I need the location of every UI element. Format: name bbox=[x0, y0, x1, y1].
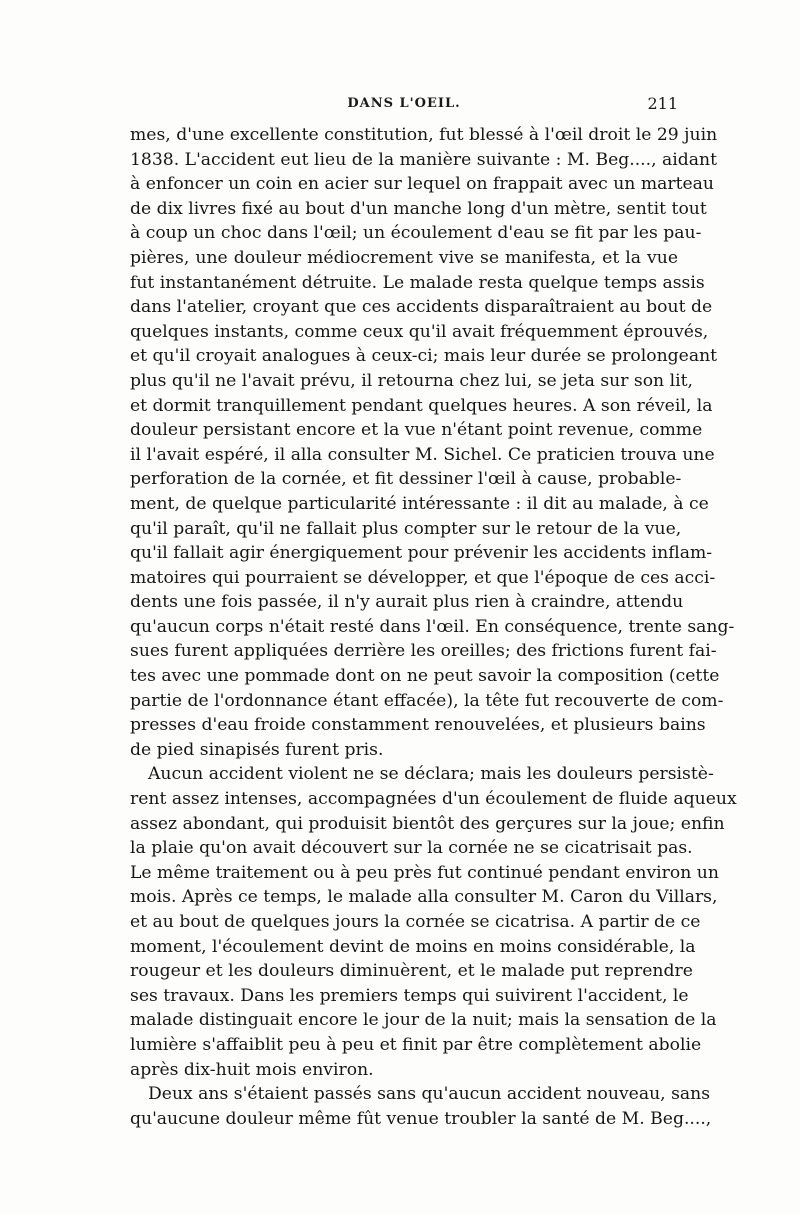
text-line: assez abondant, qui produisit bientôt des gerçures sur la joue; enfin bbox=[130, 813, 725, 834]
text-line: dents une fois passée, il n'y aurait plus rien à craindre, attendu bbox=[130, 592, 684, 613]
text-line: de pied sinapisés furent pris. bbox=[130, 739, 384, 760]
text-line: mes, d'une excellente constitution, fut blessé à l'œil droit le 29 juin bbox=[130, 125, 718, 145]
text-line: fut instantanément détruite. Le malade resta quelque temps assis bbox=[130, 272, 705, 293]
text-line: Le même traitement ou à peu près fut continué pendant environ un bbox=[130, 862, 719, 883]
text-line: qu'aucun corps n'était resté dans l'œil. En conséquence, trente sang- bbox=[130, 616, 735, 637]
text-line: presses d'eau froide constamment renouvelées, et plusieurs bains bbox=[130, 715, 706, 736]
text-line: ses travaux. Dans les premiers temps qui suivirent l'accident, le bbox=[130, 985, 689, 1006]
text-line: la plaie qu'on avait découvert sur la cornée ne se cicatrisait pas. bbox=[130, 838, 693, 859]
text-line: et dormit tranquillement pendant quelques heures. A son réveil, la bbox=[130, 395, 713, 416]
text-line: douleur persistant encore et la vue n'étant point revenue, comme bbox=[130, 420, 703, 441]
text-line: qu'il fallait agir énergiquement pour prévenir les accidents inflam- bbox=[130, 543, 713, 564]
text-line: il l'avait espéré, il alla consulter M. Sichel. Ce praticien trouva une bbox=[130, 444, 715, 465]
text-line: partie de l'ordonnance étant effacée), la tête fut recouverte de com- bbox=[130, 690, 724, 711]
text-line: dans l'atelier, croyant que ces accidents disparaîtraient au bout de bbox=[130, 297, 713, 318]
page-header bbox=[130, 96, 678, 120]
text-line: mois. Après ce temps, le malade alla consulter M. Caron du Villars, bbox=[130, 887, 718, 908]
running-title: DANS L'OEIL. bbox=[347, 96, 461, 111]
text-line: rent assez intenses, accompagnées d'un écoulement de fluide aqueux bbox=[130, 789, 737, 810]
text-line: pières, une douleur médiocrement vive se manifesta, et la vue bbox=[130, 247, 678, 268]
text-line: et au bout de quelques jours la cornée se cicatrisa. A partir de ce bbox=[130, 912, 701, 932]
text-line: et qu'il croyait analogues à ceux-ci; mais leur durée se prolongeant bbox=[130, 346, 718, 367]
text-line: lumière s'affaiblit peu à peu et finit par être complètement abolie bbox=[130, 1034, 702, 1055]
page-number: 211 bbox=[647, 94, 678, 113]
text-line: à enfoncer un coin en acier sur lequel on frappait avec un marteau bbox=[130, 174, 714, 195]
text-line: tes avec une pommade dont on ne peut savoir la composition (cette bbox=[130, 666, 720, 687]
text-line: qu'il paraît, qu'il ne fallait plus compter sur le retour de la vue, bbox=[130, 518, 682, 539]
text-line: ment, de quelque particularité intéressante : il dit au malade, à ce bbox=[130, 493, 709, 514]
text-line: après dix-huit mois environ. bbox=[130, 1059, 374, 1080]
text-line: malade distinguait encore le jour de la nuit; mais la sensation de la bbox=[130, 1010, 717, 1031]
text-line: plus qu'il ne l'avait prévu, il retourna chez lui, se jeta sur son lit, bbox=[130, 370, 693, 391]
text-line: Aucun accident violent ne se déclara; mais les douleurs persistè- bbox=[148, 764, 714, 785]
text-line: sues furent appliquées derrière les oreilles; des frictions furent fai- bbox=[130, 641, 717, 662]
text-line: quelques instants, comme ceux qu'il avait fréquemment éprouvés, bbox=[130, 321, 709, 342]
text-line: à coup un choc dans l'œil; un écoulement d'eau se fit par les pau- bbox=[130, 223, 702, 244]
text-line: de dix livres fixé au bout d'un manche long d'un mètre, sentit tout bbox=[130, 198, 707, 219]
text-line: 1838. L'accident eut lieu de la manière suivante : M. Beg...., aidant bbox=[130, 149, 717, 170]
text-line: moment, l'écoulement devint de moins en moins considérable, la bbox=[130, 936, 696, 957]
text-line: rougeur et les douleurs diminuèrent, et le malade put reprendre bbox=[130, 961, 693, 982]
text-line: matoires qui pourraient se développer, et que l'époque de ces acci- bbox=[130, 567, 716, 588]
body-text bbox=[130, 123, 737, 1131]
text-line: Deux ans s'étaient passés sans qu'aucun accident nouveau, sans bbox=[148, 1084, 711, 1105]
text-line: qu'aucune douleur même fût venue troubler la santé de M. Beg...., bbox=[130, 1108, 712, 1129]
text-line: perforation de la cornée, et fit dessiner l'œil à cause, probable- bbox=[130, 469, 682, 490]
